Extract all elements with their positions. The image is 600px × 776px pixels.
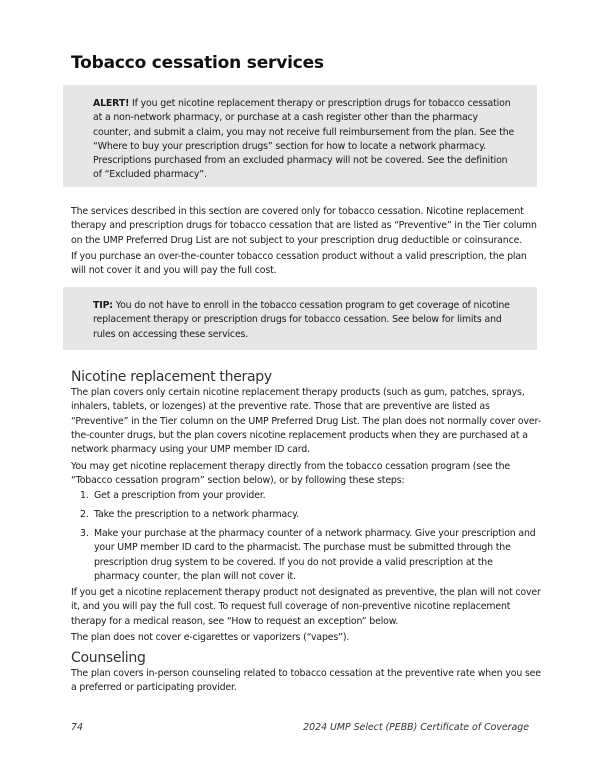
section-heading-nrt: Nicotine replacement therapy [71, 369, 272, 385]
nrt-paragraph-3: If you get a nicotine replacement therapy product not designated as preventive, the plan will not cover it, and you will pay the full cost. To request full coverage of non-preventive nicotine replacement therapy for a medical reason, see “How to request an exception” below. [71, 587, 541, 627]
list-item: 3. Make your purchase at the pharmacy counter of a network pharmacy. Give your prescription and your UMP member ID card to the pharmacist. The purchase must be submitted through the prescription drug system to be covered. If you do not provide a valid prescription at the pharmacy counter, the plan will not cover it. [80, 528, 536, 582]
alert-box [63, 85, 537, 187]
nrt-paragraph-2: You may get nicotine replacement therapy directly from the tobacco cessation program (see the “Tobacco cessation program” section below), or by following these steps: [71, 461, 511, 487]
list-item: 1. Get a prescription from your provider. [80, 490, 266, 501]
document-title-footer: 2024 UMP Select (PEBB) Certificate of Coverage [303, 722, 529, 733]
intro-paragraph-1: The services described in this section are covered only for tobacco cessation. Nicotine replacement therapy and prescription drugs for tobacco cessation that are listed as “Preventive” in the Tier column on the UMP Preferred Drug List are not subject to your prescription drug deductible or coinsurance. [71, 206, 537, 246]
tip-text: TIP: You do not have to enroll in the tobacco cessation program to get coverage of nicotine replacement therapy or prescription drugs for tobacco cessation. See below for limits and rules on accessing these services. [93, 300, 510, 340]
page-number: 74 [71, 722, 83, 733]
alert-label: ALERT! [93, 98, 130, 109]
section-heading-counseling: Counseling [71, 650, 146, 666]
tip-box [63, 287, 537, 350]
alert-text: ALERT! If you get nicotine replacement therapy or prescription drugs for tobacco cessation at a non-network pharmacy, or purchase at a cash register other than the pharmacy counter, and submit a claim, you may not receive full reimbursement from the plan. See the “Where to buy your prescription drugs” section for how to locate a network pharmacy. Prescriptions purchased from an excluded pharmacy will not be covered. See the definition of “Excluded pharmacy”. [93, 98, 515, 181]
page-title: Tobacco cessation services [71, 53, 324, 73]
intro-paragraph-2: If you purchase an over-the-counter tobacco cessation product without a valid prescription, the plan will not cover it and you will pay the full cost. [71, 251, 527, 277]
counseling-paragraph-1: The plan covers in-person counseling related to tobacco cessation at the preventive rate when you see a preferred or participating provider. [71, 668, 541, 694]
nrt-paragraph-1: The plan covers only certain nicotine replacement therapy products (such as gum, patches, sprays, inhalers, tablets, or lozenges) at the preventive rate. Those that are preventive are listed as “Preventive” in the Tier column on the UMP Preferred Drug List. The plan does not normally cover over-the-counter drugs, but the plan covers nicotine replacement products when they are purchased at a network pharmacy using your UMP member ID card. [71, 387, 541, 456]
nrt-paragraph-4: The plan does not cover e-cigarettes or vaporizers (“vapes”). [71, 632, 350, 643]
tip-label: TIP: [93, 300, 113, 311]
list-item: 2. Take the prescription to a network pharmacy. [80, 509, 299, 520]
